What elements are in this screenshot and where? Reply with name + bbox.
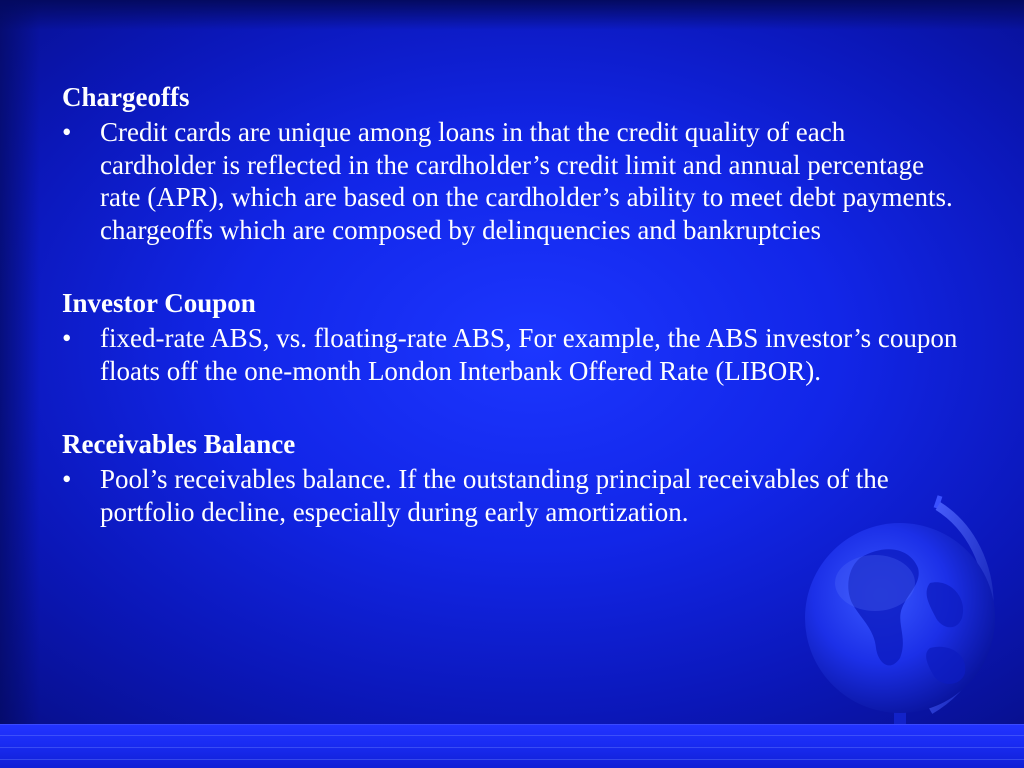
section-chargeoffs <box>62 78 962 246</box>
bullet-text: Credit cards are unique among loans in that the credit quality of each cardholder is reflected in the cardholder’s credit limit and annual percentage rate (APR), which are based on the cardholder’s ability to meet debt payments. chargeoffs which are composed by delinquencies and bankruptcies <box>100 117 953 245</box>
bullet-item <box>62 463 962 528</box>
left-shade <box>0 0 40 768</box>
section-receivables-balance <box>62 425 962 528</box>
bullet-text: fixed-rate ABS, vs. floating-rate ABS, For example, the ABS investor’s coupon floats off the one-month London Interbank Offered Rate (LIBOR). <box>100 323 958 386</box>
bullet-icon: • <box>62 117 72 147</box>
bullet-text: Pool’s receivables balance. If the outstanding principal receivables of the portfolio decline, especially during early amortization. <box>100 464 889 527</box>
section-investor-coupon <box>62 284 962 387</box>
bullet-icon: • <box>62 464 72 494</box>
footer-bar <box>0 724 1024 768</box>
bullet-icon: • <box>62 323 72 353</box>
top-shade <box>0 0 1024 30</box>
bullet-item <box>62 322 962 387</box>
section-heading: Chargeoffs <box>62 82 190 112</box>
slide-content <box>62 78 962 566</box>
bullet-item <box>62 116 962 246</box>
section-heading: Receivables Balance <box>62 429 296 459</box>
section-heading: Investor Coupon <box>62 288 256 318</box>
